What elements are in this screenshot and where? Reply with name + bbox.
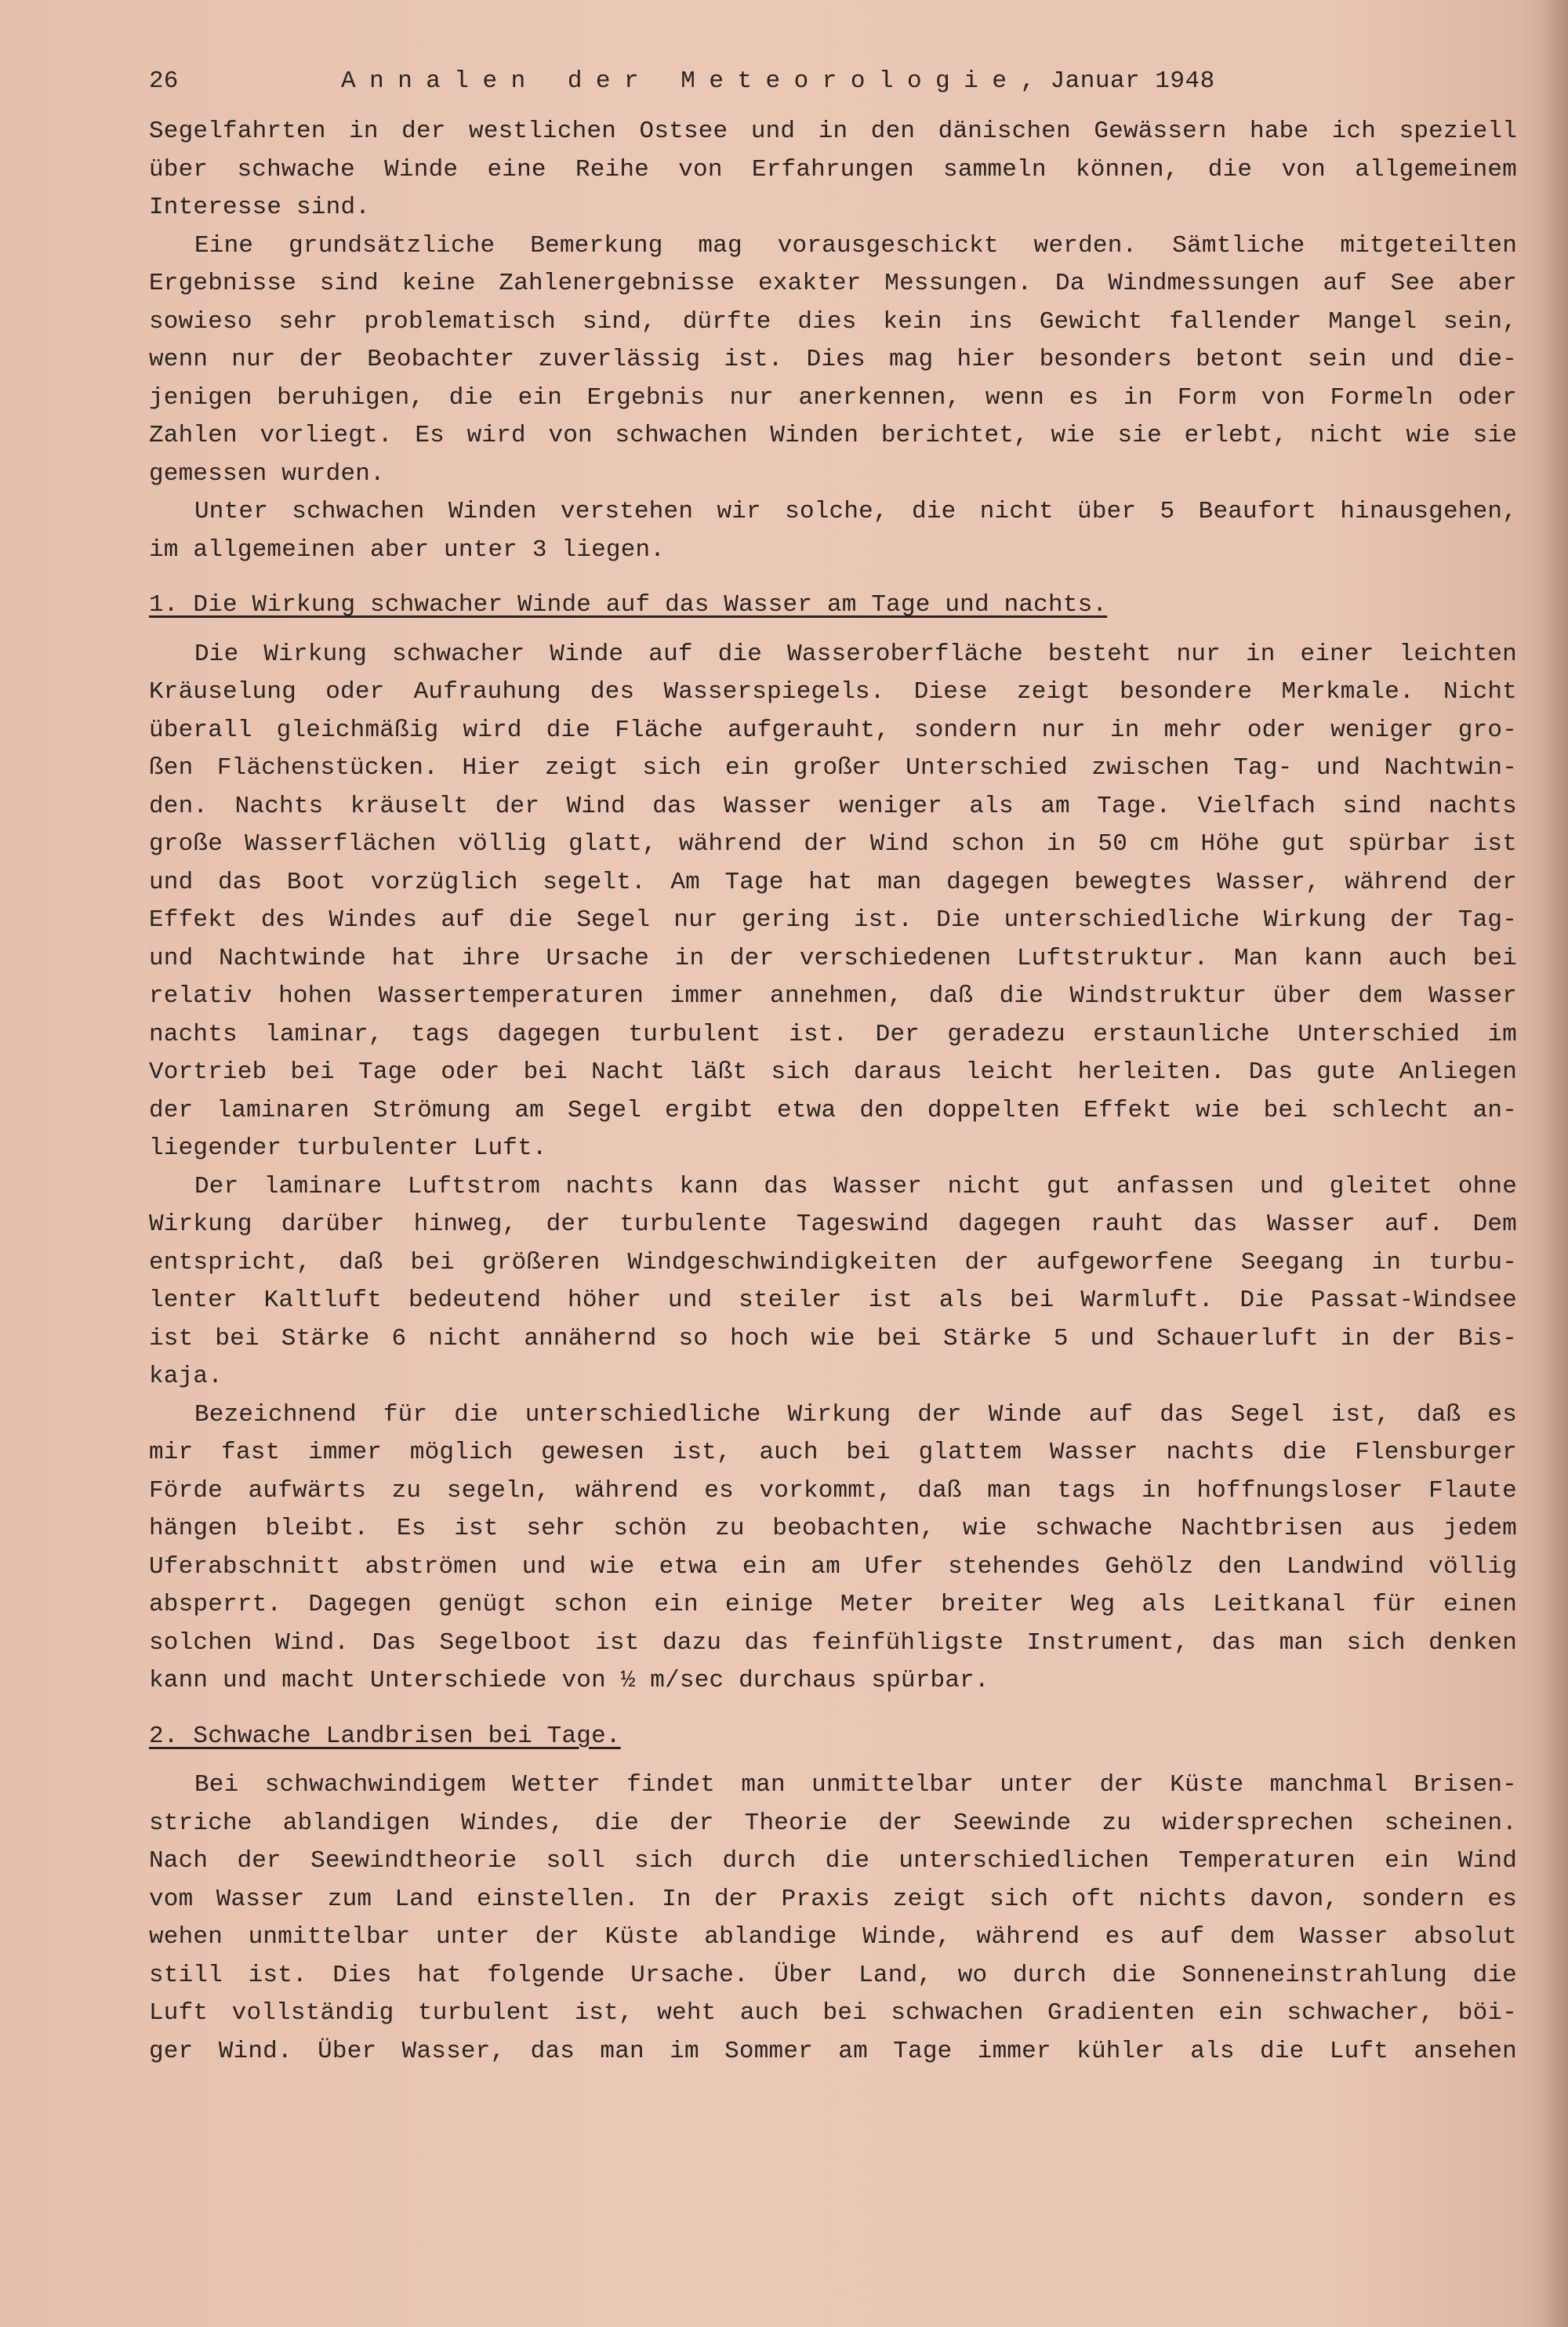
section-1-heading: 1. Die Wirkung schwacher Winde auf das Wasser am Tage und nachts. <box>149 591 1108 619</box>
text-line: Effekt des Windes auf die Segel nur gering ist. Die unterschiedliche Wirkung der Tag- <box>149 906 1517 934</box>
text-line: vom Wasser zum Land einstellen. In der Praxis zeigt sich oft nichts davon, sondern es <box>149 1885 1517 1913</box>
text-line: kaja. <box>149 1363 223 1390</box>
text-line: liegender turbulenter Luft. <box>149 1134 547 1162</box>
text-line: wehen unmittelbar unter der Küste ablandige Winde, während es auf dem Wasser absolut <box>149 1923 1517 1951</box>
text-line: mir fast immer möglich gewesen ist, auch bei glattem Wasser nachts die Flensburger <box>149 1439 1517 1466</box>
running-header <box>149 63 1517 100</box>
text-line: jenigen beruhigen, die ein Ergebnis nur anerkennen, wenn es in Form von Formeln oder <box>149 383 1517 412</box>
text-line: Ergebnisse sind keine Zahlenergebnisse exakter Messungen. Da Windmessungen auf See aber <box>149 270 1517 297</box>
text-line: Eine grundsätzliche Bemerkung mag vorausgeschickt werden. Sämtliche mitgeteilten <box>194 231 1517 260</box>
text-line: Vortrieb bei Tage oder bei Nacht läßt sich daraus leicht herleiten. Das gute Anliegen <box>149 1058 1517 1086</box>
text-line: Kräuselung oder Aufrauhung des Wasserspiegels. Diese zeigt besondere Merkmale. Nicht <box>149 678 1517 706</box>
text-line: hängen bleibt. Es ist sehr schön zu beobachten, wie schwache Nachtbrisen aus jedem <box>149 1515 1517 1542</box>
text-line: große Wasserflächen völlig glatt, während der Wind schon in 50 cm Höhe gut spürbar ist <box>149 830 1517 858</box>
intro-paragraphs <box>149 113 1517 569</box>
text-line: Wirkung darüber hinweg, der turbulente Tageswind dagegen rauht das Wasser auf. Dem <box>149 1211 1517 1238</box>
page-number: 26 <box>149 67 179 95</box>
text-line: Nach der Seewindtheorie soll sich durch die unterschiedlichen Temperaturen ein Wind <box>149 1847 1517 1875</box>
text-line: Die Wirkung schwacher Winde auf die Wasseroberfläche besteht nur in einer leichten <box>194 640 1517 668</box>
page-spine-shadow <box>1541 0 1568 2327</box>
text-line: der laminaren Strömung am Segel ergibt etwa den doppelten Effekt wie bei schlecht an- <box>149 1096 1517 1124</box>
text-line: über schwache Winde eine Reihe von Erfahrungen sammeln können, die von allgemeinem <box>149 155 1517 183</box>
journal-title: Annalen der Meteorologie, <box>341 67 1049 95</box>
text-line: Segelfahrten in der westlichen Ostsee und in den dänischen Gewässern habe ich speziell <box>149 118 1517 145</box>
section-2-heading-wrap <box>149 1718 1517 1756</box>
text-line: sowieso sehr problematisch sind, dürfte dies kein ins Gewicht fallender Mangel sein, <box>149 307 1517 336</box>
text-line: und Nachtwinde hat ihre Ursache in der verschiedenen Luftstruktur. Man kann auch bei <box>149 944 1517 972</box>
text-line: striche ablandigen Windes, die der Theorie der Seewinde zu widersprechen scheinen. <box>149 1809 1517 1837</box>
text-line: Luft vollständig turbulent ist, weht auch bei schwachen Gradienten ein schwacher, böi- <box>149 1999 1517 2027</box>
text-line: nachts laminar, tags dagegen turbulent ist. Der geradezu erstaunliche Unterschied im <box>149 1020 1517 1048</box>
text-line: Förde aufwärts zu segeln, während es vorkommt, daß man tags in hoffnungsloser Flaute <box>149 1476 1517 1505</box>
text-line: ßen Flächenstücken. Hier zeigt sich ein großer Unterschied zwischen Tag- und Nachtwin- <box>149 754 1517 782</box>
document-body <box>149 63 1517 2071</box>
text-line: Uferabschnitt abströmen und wie etwa ein am Ufer stehendes Gehölz den Landwind völlig <box>149 1552 1517 1581</box>
text-line: wenn nur der Beobachter zuverlässig ist. Dies mag hier besonders betont sein und die- <box>149 346 1517 373</box>
text-line: Der laminare Luftstrom nachts kann das Wasser nicht gut anfassen und gleitet ohne <box>194 1172 1517 1200</box>
text-line: entspricht, daß bei größeren Windgeschwindigkeiten der aufgeworfene Seegang in turbu- <box>149 1248 1517 1276</box>
section-2-body <box>149 1766 1517 2071</box>
issue-date: Januar 1948 <box>1050 67 1215 95</box>
text-line: absperrt. Dagegen genügt schon ein einige Meter breiter Weg als Leitkanal für einen <box>149 1591 1517 1618</box>
text-line: überall gleichmäßig wird die Fläche aufgerauht, sondern nur in mehr oder weniger gro- <box>149 716 1517 744</box>
text-line: den. Nachts kräuselt der Wind das Wasser weniger als am Tage. Vielfach sind nachts <box>149 792 1517 820</box>
text-line: ist bei Stärke 6 nicht annähernd so hoch wie bei Stärke 5 und Schauerluft in der Bis- <box>149 1324 1517 1352</box>
text-line: Bei schwachwindigem Wetter findet man unmittelbar unter der Küste manchmal Brisen- <box>194 1771 1517 1799</box>
section-2-heading: 2. Schwache Landbrisen bei Tage. <box>149 1722 621 1750</box>
text-line: gemessen wurden. <box>149 459 385 488</box>
text-line: Zahlen vorliegt. Es wird von schwachen Winden berichtet, wie sie erlebt, nicht wie sie <box>149 422 1517 449</box>
text-line: lenter Kaltluft bedeutend höher und steiler ist als bei Warmluft. Die Passat-Windsee <box>149 1287 1517 1314</box>
text-line: Interesse sind. <box>149 194 371 221</box>
text-line: still ist. Dies hat folgende Ursache. Über Land, wo durch die Sonneneinstrahlung die <box>149 1961 1517 1989</box>
text-line: im allgemeinen aber unter 3 liegen. <box>149 535 666 564</box>
text-line: kann und macht Unterschiede von ½ m/sec durchaus spürbar. <box>149 1667 989 1694</box>
text-line: Unter schwachen Winden verstehen wir solche, die nicht über 5 Beaufort hinausgehen, <box>194 498 1517 525</box>
text-line: solchen Wind. Das Segelboot ist dazu das feinfühligste Instrument, das man sich denken <box>149 1628 1517 1657</box>
section-1-body <box>149 636 1517 1701</box>
section-1-heading-wrap <box>149 586 1517 625</box>
text-line: ger Wind. Über Wasser, das man im Sommer am Tage immer kühler als die Luft ansehen <box>149 2037 1517 2065</box>
text-line: relativ hohen Wassertemperaturen immer annehmen, daß die Windstruktur über dem Wasser <box>149 982 1517 1010</box>
text-line: Bezeichnend für die unterschiedliche Wirkung der Winde auf das Segel ist, daß es <box>194 1400 1517 1429</box>
text-line: und das Boot vorzüglich segelt. Am Tage hat man dagegen bewegtes Wasser, während der <box>149 868 1517 896</box>
